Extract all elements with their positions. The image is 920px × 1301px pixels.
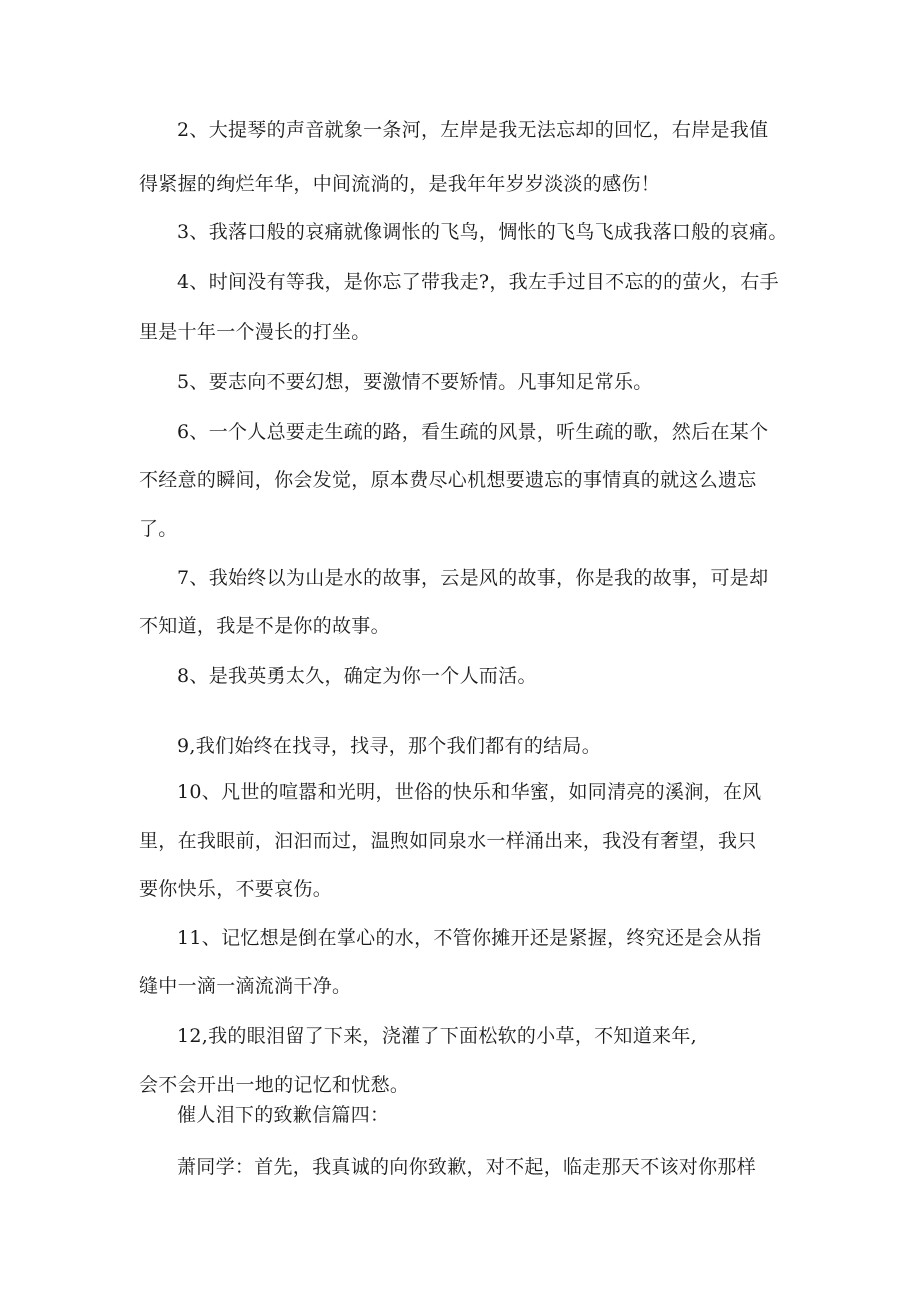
paragraph-10-line-3: 要你快乐，不要哀伤。 [139,878,333,900]
paragraph-2-line-2: 得紧握的绚烂年华，中间流淌的，是我年年岁岁淡淡的感伤！ [139,173,661,195]
paragraph-6-line-2: 不经意的瞬间，你会发觉，原本费尽心机想要遗忘的事情真的就这么遗忘 [139,469,757,491]
paragraph-6-line-1: 6、一个人总要走生疏的路，看生疏的风景，听生疏的歌，然后在某个 [177,421,769,443]
section-heading: 催人泪下的致歉信篇四： [177,1104,390,1126]
paragraph-6-line-3: 了。 [139,518,178,540]
paragraph-10-line-1: 10、凡世的喧嚣和光明，世俗的快乐和华蜜，如同清亮的溪涧，在风 [177,781,762,803]
paragraph-3-line-1: 3、我落口般的哀痛就像调怅的飞鸟，惆怅的飞鸟飞成我落口般的哀痛。 [177,221,788,243]
paragraph-7-line-1: 7、我始终以为山是水的故事，云是风的故事，你是我的故事，可是却 [177,567,769,589]
paragraph-9-line-1: 9,我们始终在找寻，找寻，那个我们都有的结局。 [177,735,602,757]
paragraph-11-line-1: 11、记忆想是倒在掌心的水，不管你摊开还是紧握，终究还是会从指 [177,927,762,949]
paragraph-4-line-2: 里是十年一个漫长的打坐。 [139,321,371,343]
paragraph-8-line-1: 8、是我英勇太久，确定为你一个人而活。 [177,665,537,687]
paragraph-2-line-1: 2、大提琴的声音就象一条河，左岸是我无法忘却的回忆，右岸是我值 [177,119,769,141]
paragraph-12-line-2: 会不会开出一地的记忆和忧愁。 [139,1074,410,1096]
paragraph-11-line-2: 缝中一滴一滴流淌干净。 [139,975,352,997]
paragraph-10-line-2: 里，在我眼前，汩汩而过，温煦如同泉水一样涌出来，我没有奢望，我只 [139,830,757,852]
paragraph-4-line-1: 4、时间没有等我，是你忘了带我走?，我左手过目不忘的的萤火，右手 [177,271,779,293]
paragraph-7-line-2: 不知道，我是不是你的故事。 [139,615,390,637]
paragraph-5-line-1: 5、要志向不要幻想，要激情不要矫情。凡事知足常乐。 [177,371,653,393]
paragraph-12-line-1: 12,我的眼泪留了下来，浇灌了下面松软的小草，不知道来年, [177,1025,697,1047]
letter-opening-line: 萧同学：首先，我真诚的向你致歉，对不起，临走那天不该对你那样 [177,1156,757,1178]
